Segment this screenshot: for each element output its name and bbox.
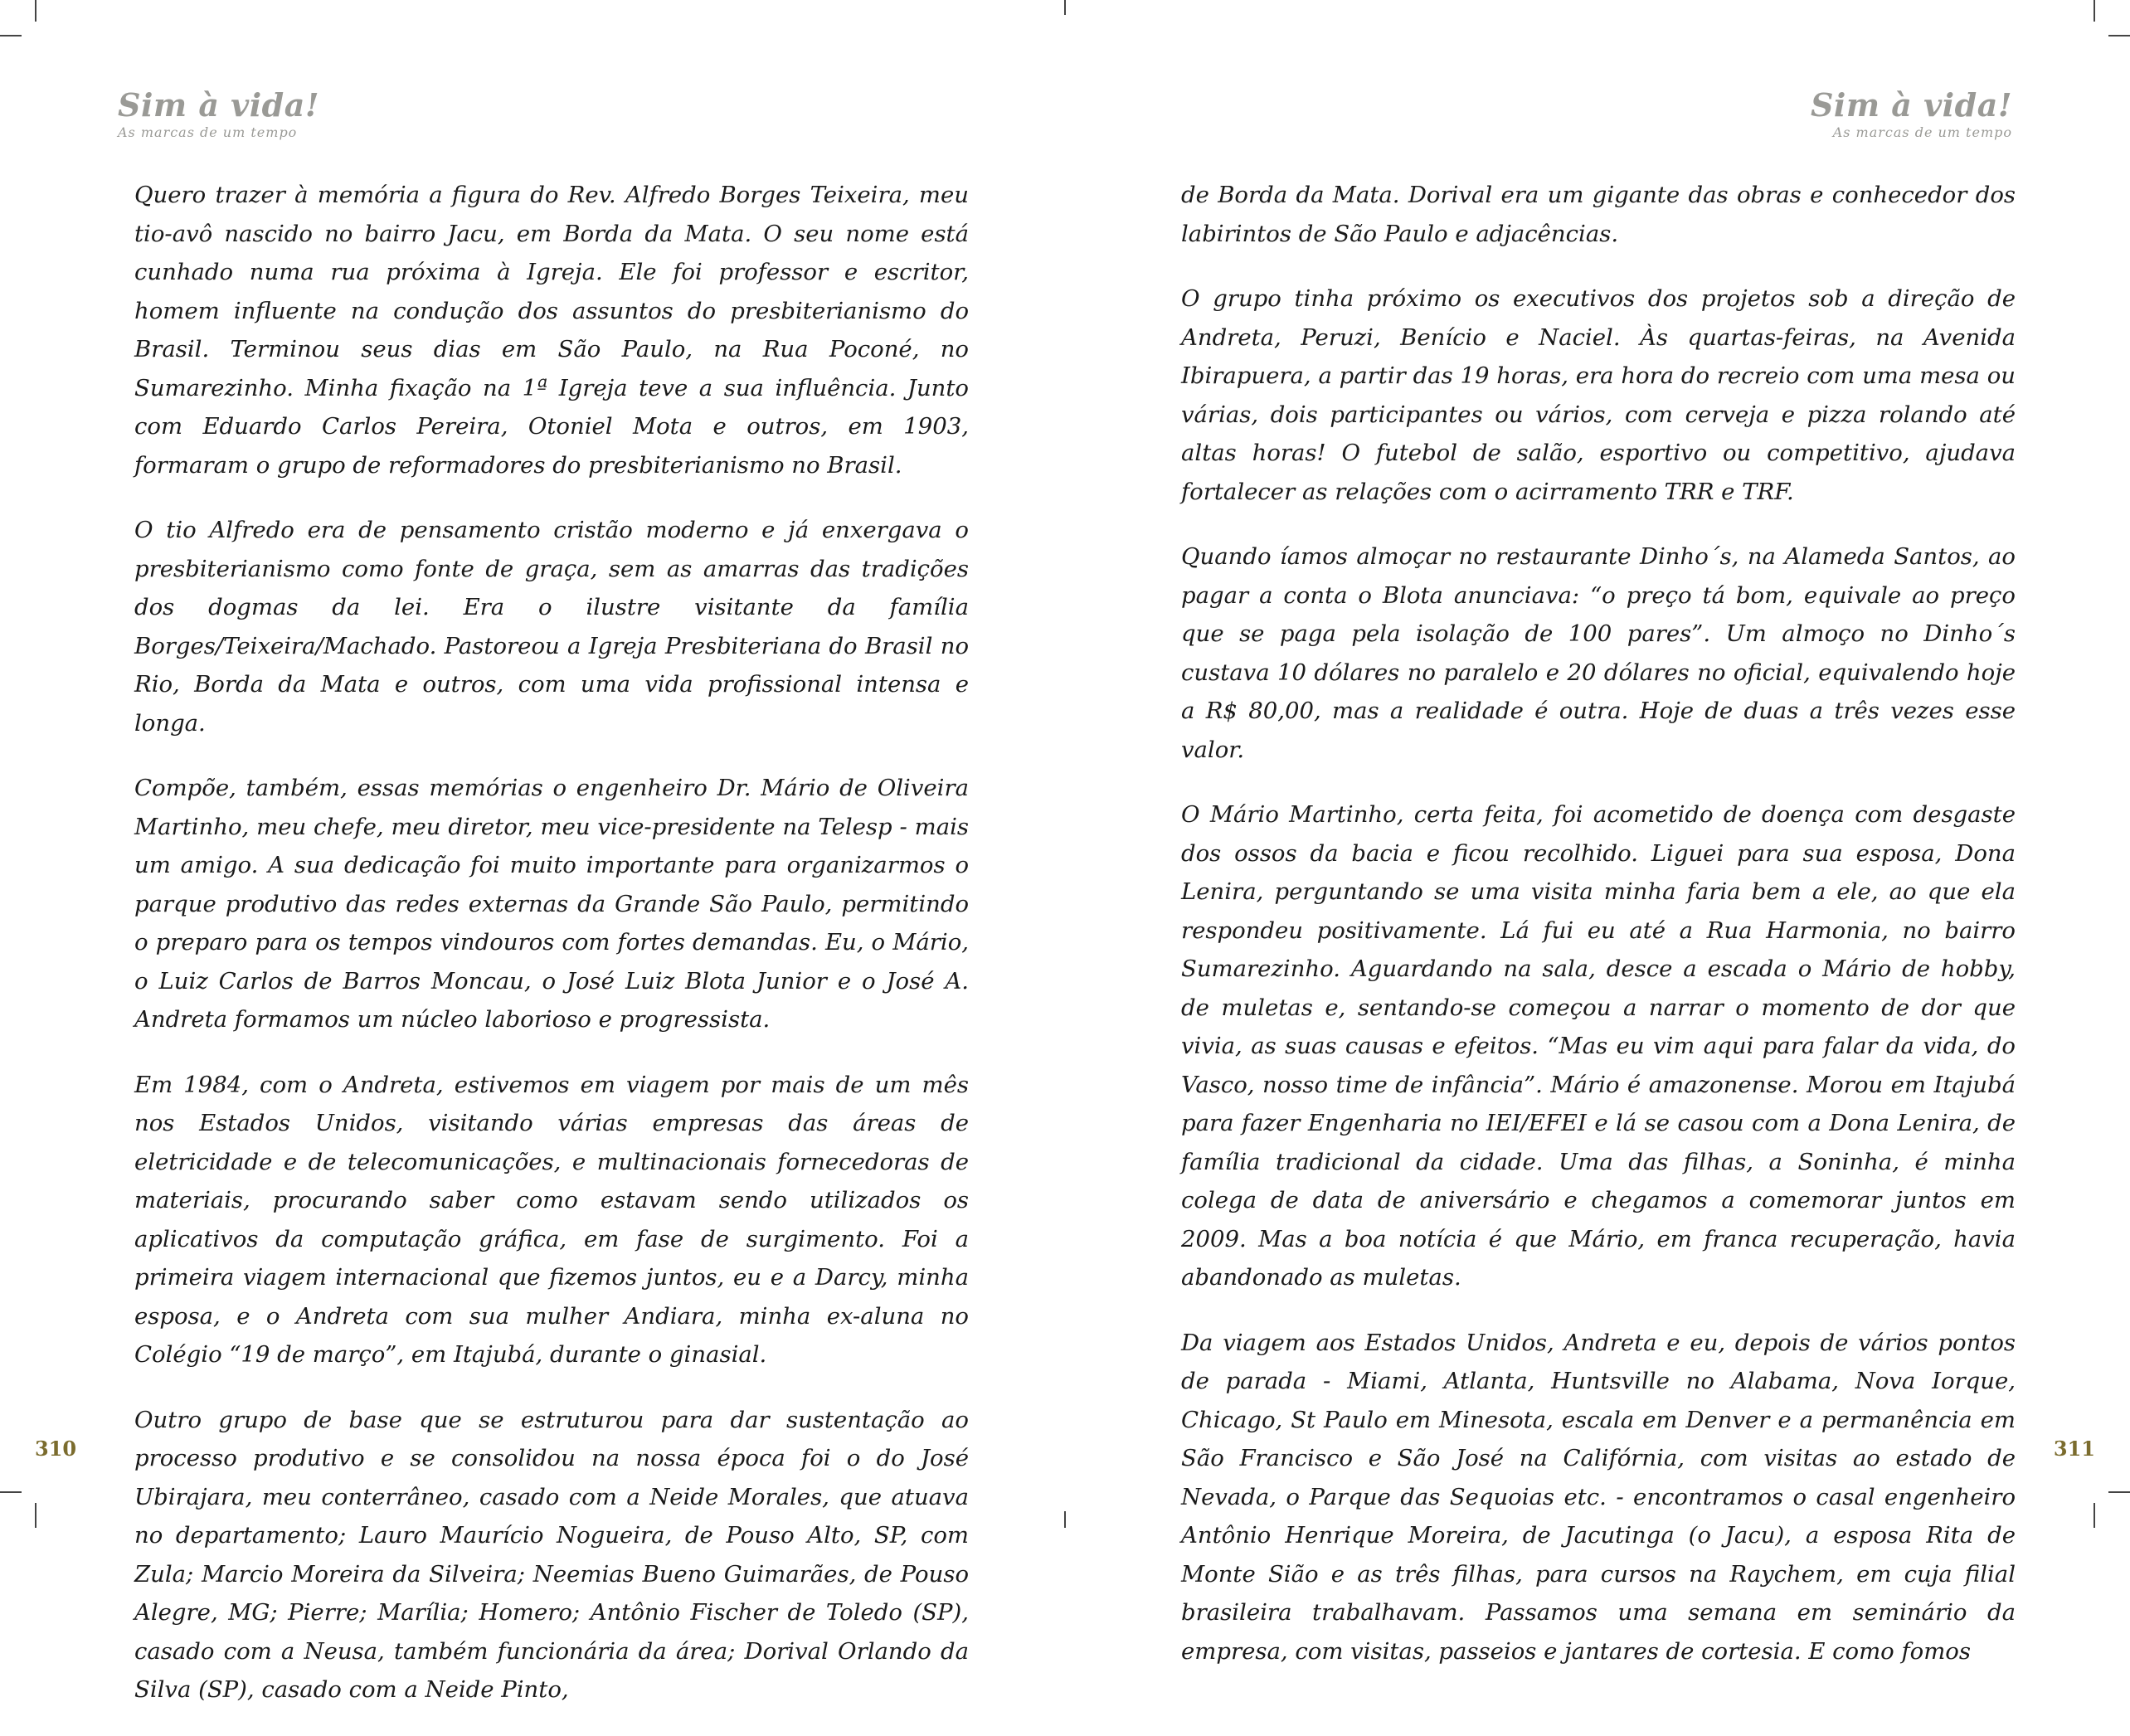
right-page bbox=[1065, 0, 2130, 1665]
paragraph: O tio Alfredo era de pensamento cristão moderno e já enxergava o presbiterianismo como fonte de graça, sem as amarras das tradições dos dogmas da lei. Era o ilustre visitante da família Borges/Teixeira/Machado. Pastoreou a Igreja Presbiteriana do Brasil no Rio, Borda da Mata e outros, com uma vida profissional intensa e longa. bbox=[134, 517, 969, 737]
page-number: 311 bbox=[2053, 1437, 2095, 1461]
running-head-subtitle: As marcas de um tempo bbox=[118, 124, 298, 140]
running-head bbox=[118, 86, 320, 140]
left-page bbox=[0, 0, 1065, 1703]
running-head bbox=[1810, 86, 2012, 140]
paragraph: O Mário Martinho, certa feita, foi acometido de doença com desgaste dos ossos da bacia e ficou recolhido. Liguei para sua esposa, Dona Lenira, perguntando se uma visita minha faria bem a ele, ao que ela respondeu positivamente. Lá fui eu até a Rua Harmonia, no bairro Sumarezinho. Aguardando na sala, desce a escada o Mário de hobby, de muletas e, sentando-se começou a narrar o momento de dor que vivia, as suas causas e efeitos. “Mas eu vim aqui para falar da vida, do Vasco, nosso time de infância”. Mário é amazonense. Morou em Itajubá para fazer Engenharia no IEI/EFEI e lá se casou com a Dona Lenira, de família tradicional da cidade. Uma das filhas, a Soninha, é minha colega de data de aniversário e chegamos a comemorar juntos em 2009. Mas a boa notícia é que Mário, em franca recuperação, havia abandonado as muletas. bbox=[1181, 801, 2016, 1291]
paragraph: Compõe, também, essas memórias o engenheiro Dr. Mário de Oliveira Martinho, meu chefe, meu diretor, meu vice-presidente na Telesp - mais um amigo. A sua dedicação foi muito importante para organizarmos o parque produtivo das redes externas da Grande São Paulo, permitindo o preparo para os tempos vindouros com fortes demandas. Eu, o Mário, o Luiz Carlos de Barros Moncau, o José Luiz Blota Junior e o José A. Andreta formamos um núcleo laborioso e progressista. bbox=[134, 775, 969, 1033]
paragraph: Quero trazer à memória a figura do Rev. Alfredo Borges Teixeira, meu tio-avô nascido no bairro Jacu, em Borda da Mata. O seu nome está cunhado numa rua próxima à Igreja. Ele foi professor e escritor, homem influente na condução dos assuntos do presbiterianismo do Brasil. Terminou seus dias em São Paulo, na Rua Poconé, no Sumarezinho. Minha fixação na 1ª Igreja teve a sua influência. Junto com Eduardo Carlos Pereira, Otoniel Mota e outros, em 1903, formaram o grupo de reformadores do presbiterianismo no Brasil. bbox=[134, 182, 969, 479]
body-text bbox=[134, 176, 969, 1736]
running-head-title: Sim à vida! bbox=[1810, 86, 2012, 124]
page-number: 310 bbox=[35, 1437, 77, 1461]
paragraph: Outro grupo de base que se estruturou para dar sustentação ao processo produtivo e se consolidou na nossa época foi o do José Ubirajara, meu conterrâneo, casado com a Neide Morales, que atuava no departamento; Lauro Maurício Nogueira, de Pouso Alto, SP, com Zula; Marcio Moreira da Silveira; Neemias Bueno Guimarães, de Pouso Alegre, MG; Pierre; Marília; Homero; Antônio Fischer de Toledo (SP), casado com a Neusa, também funcionária da área; Dorival Orlando da Silva (SP), casado com a Neide Pinto, bbox=[134, 1406, 969, 1703]
body-text bbox=[1181, 176, 2016, 1697]
running-head-subtitle: As marcas de um tempo bbox=[1832, 124, 2012, 140]
running-head-title: Sim à vida! bbox=[118, 86, 320, 124]
paragraph: Da viagem aos Estados Unidos, Andreta e eu, depois de vários pontos de parada - Miami, Atlanta, Huntsville no Alabama, Nova Iorque, Chicago, St Paulo em Minesota, escala em Denver e a permanência em São Francisco e São José na Califórnia, com visitas ao estado de Nevada, o Parque das Sequoias etc. - encontramos o casal engenheiro Antônio Henrique Moreira, de Jacutinga (o Jacu), a esposa Rita de Monte Sião e as três filhas, para cursos na Raychem, em cuja filial brasileira trabalhavam. Passamos uma semana em seminário da empresa, com visitas, passeios e jantares de cortesia. E como fomos bbox=[1181, 1329, 2016, 1665]
paragraph: Quando íamos almoçar no restaurante Dinho´s, na Alameda Santos, ao pagar a conta o Blota anunciava: “o preço tá bom, equivale ao preço que se paga pela isolação de 100 pares”. Um almoço no Dinho´s custava 10 dólares no paralelo e 20 dólares no oficial, equivalendo hoje a R$ 80,00, mas a realidade é outra. Hoje de duas a três vezes esse valor. bbox=[1181, 543, 2016, 763]
paragraph: O grupo tinha próximo os executivos dos projetos sob a direção de Andreta, Peruzi, Benício e Naciel. Às quartas-feiras, na Avenida Ibirapuera, a partir das 19 horas, era hora do recreio com uma mesa ou várias, dois participantes ou vários, com cerveja e pizza rolando até altas horas! O futebol de salão, esportivo ou competitivo, ajudava fortalecer as relações com o acirramento TRR e TRF. bbox=[1181, 285, 2016, 505]
paragraph: Em 1984, com o Andreta, estivemos em viagem por mais de um mês nos Estados Unidos, visitando várias empresas das áreas de eletricidade e de telecomunicações, e multinacionais fornecedoras de materiais, procurando saber como estavam sendo utilizados os aplicativos da computação gráfica, em fase de surgimento. Foi a primeira viagem internacional que fizemos juntos, eu e a Darcy, minha esposa, e o Andreta com sua mulher Andiara, minha ex-aluna no Colégio “19 de março”, em Itajubá, durante o ginasial. bbox=[134, 1071, 969, 1368]
paragraph: de Borda da Mata. Dorival era um gigante das obras e conhecedor dos labirintos de São Paulo e adjacências. bbox=[1181, 182, 2016, 247]
